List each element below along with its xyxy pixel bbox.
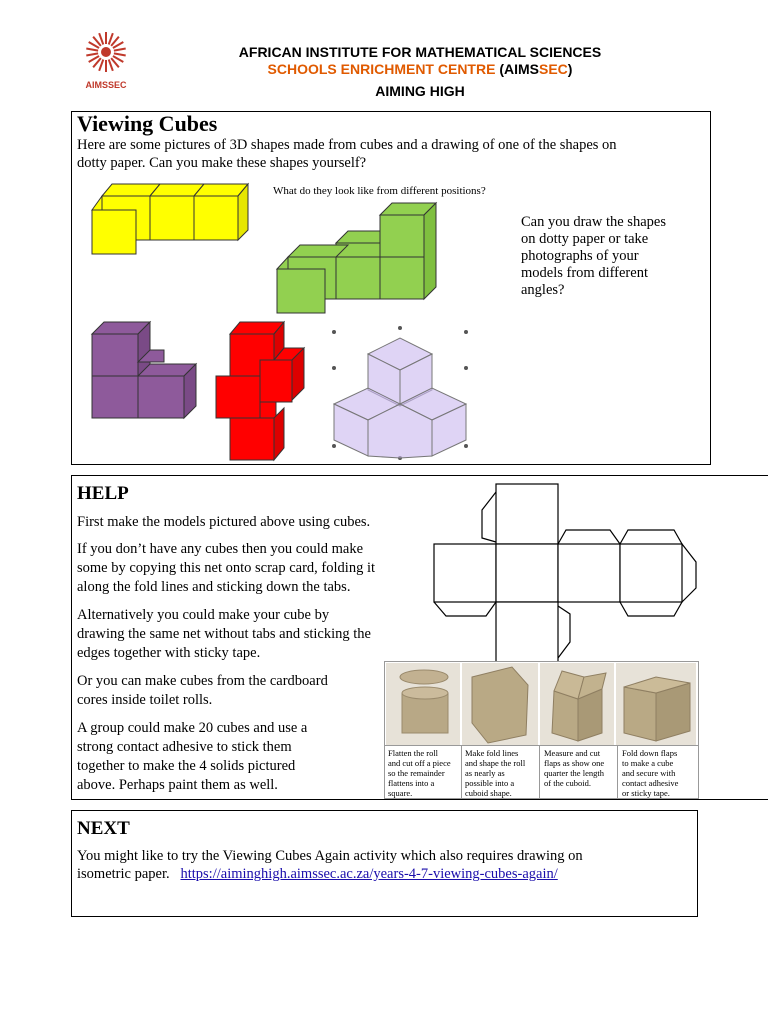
- help-p4-line-2: cores inside toilet rolls.: [77, 692, 213, 708]
- logo-text: AIMSSEC: [85, 80, 127, 90]
- help-p5-line-1: A group could make 20 cubes and use a: [77, 720, 308, 736]
- side-line-4: models from different: [521, 265, 648, 281]
- toilet-roll-photo-3: [540, 663, 614, 745]
- green-cube-shape: [274, 199, 444, 319]
- toilet-roll-photo-2: [462, 663, 538, 745]
- help-p3-line-2: drawing the same net without tabs and sticking the: [77, 626, 371, 642]
- red-cube-shape: [212, 318, 312, 468]
- next-line-2-text: isometric paper.: [77, 866, 170, 882]
- caption-divider-1: [461, 745, 462, 798]
- help-p2-line-2: some by copying this net onto scrap card, folding it: [77, 560, 376, 576]
- toilet-roll-photo-1: [386, 663, 460, 745]
- help-p4-line-1: Or you can make cubes from the cardboard: [77, 673, 328, 689]
- help-p5-line-3: together to make the 4 solids pictured: [77, 758, 296, 774]
- photo-caption-3: Measure and cut flaps as show one quarter the length of the cuboid.: [544, 748, 605, 788]
- help-p1: First make the models pictured above using cubes.: [77, 514, 371, 530]
- purple-cube-shape: [88, 318, 208, 423]
- side-line-3: photographs of your: [521, 248, 639, 264]
- help-p5-line-4: above. Perhaps paint them as well.: [77, 777, 278, 793]
- header-paren-close: ): [567, 61, 573, 77]
- header-line-2: [170, 61, 670, 77]
- photo-caption-2: Make fold lines and shape the roll as nearly as possible into a cuboid shape.: [465, 748, 526, 798]
- viewing-cubes-title: Viewing Cubes: [77, 111, 218, 136]
- caption-divider-3: [617, 745, 618, 798]
- header-sec: SEC: [539, 61, 568, 77]
- header-paren-open: (AIMS: [499, 61, 539, 77]
- help-p5-line-2: strong contact adhesive to stick them: [77, 739, 292, 755]
- next-line-1: You might like to try the Viewing Cubes Again activity which also requires drawing on: [77, 848, 583, 864]
- viewing-intro-line-1: Here are some pictures of 3D shapes made from cubes and a drawing of one of the shapes on: [77, 137, 617, 153]
- header-line-1: AFRICAN INSTITUTE FOR MATHEMATICAL SCIENCES: [238, 44, 602, 60]
- side-line-2: on dotty paper or take: [521, 231, 649, 247]
- help-title: HELP: [77, 483, 129, 504]
- toilet-roll-photo-4: [616, 663, 696, 745]
- header-centre-name: SCHOOLS ENRICHMENT CENTRE: [267, 61, 500, 77]
- side-line-5: angles?: [521, 282, 565, 298]
- next-title: NEXT: [77, 818, 130, 839]
- question-caption: What do they look like from different positions?: [273, 185, 486, 197]
- viewing-cubes-again-link[interactable]: https://aiminghigh.aimssec.ac.za/years-4-7-viewing-cubes-again/: [180, 866, 558, 882]
- isometric-dotty-drawing: [328, 326, 478, 466]
- cube-net-diagram: [430, 482, 700, 667]
- photo-caption-1: Flatten the roll and cut off a piece so the remainder flattens into a square.: [388, 748, 451, 798]
- caption-divider-2: [539, 745, 540, 798]
- help-p3-line-3: edges together with sticky tape.: [77, 645, 261, 661]
- side-line-1: Can you draw the shapes: [521, 214, 666, 230]
- next-line-2: [77, 865, 558, 884]
- help-p3-line-1: Alternatively you could make your cube by: [77, 607, 330, 623]
- photo-caption-4: Fold down flaps to make a cube and secure with contact adhesive or sticky tape.: [622, 748, 679, 798]
- viewing-intro-line-2: dotty paper. Can you make these shapes yourself?: [77, 155, 367, 171]
- header-line-3: AIMING HIGH: [375, 83, 465, 99]
- help-p2-line-3: along the fold lines and sticking down the tabs.: [77, 579, 351, 595]
- caption-top-rule: [384, 745, 699, 746]
- aimssec-logo: [80, 30, 132, 92]
- yellow-cube-shape: [88, 180, 258, 255]
- help-p2-line-1: If you don’t have any cubes then you could make: [77, 541, 364, 557]
